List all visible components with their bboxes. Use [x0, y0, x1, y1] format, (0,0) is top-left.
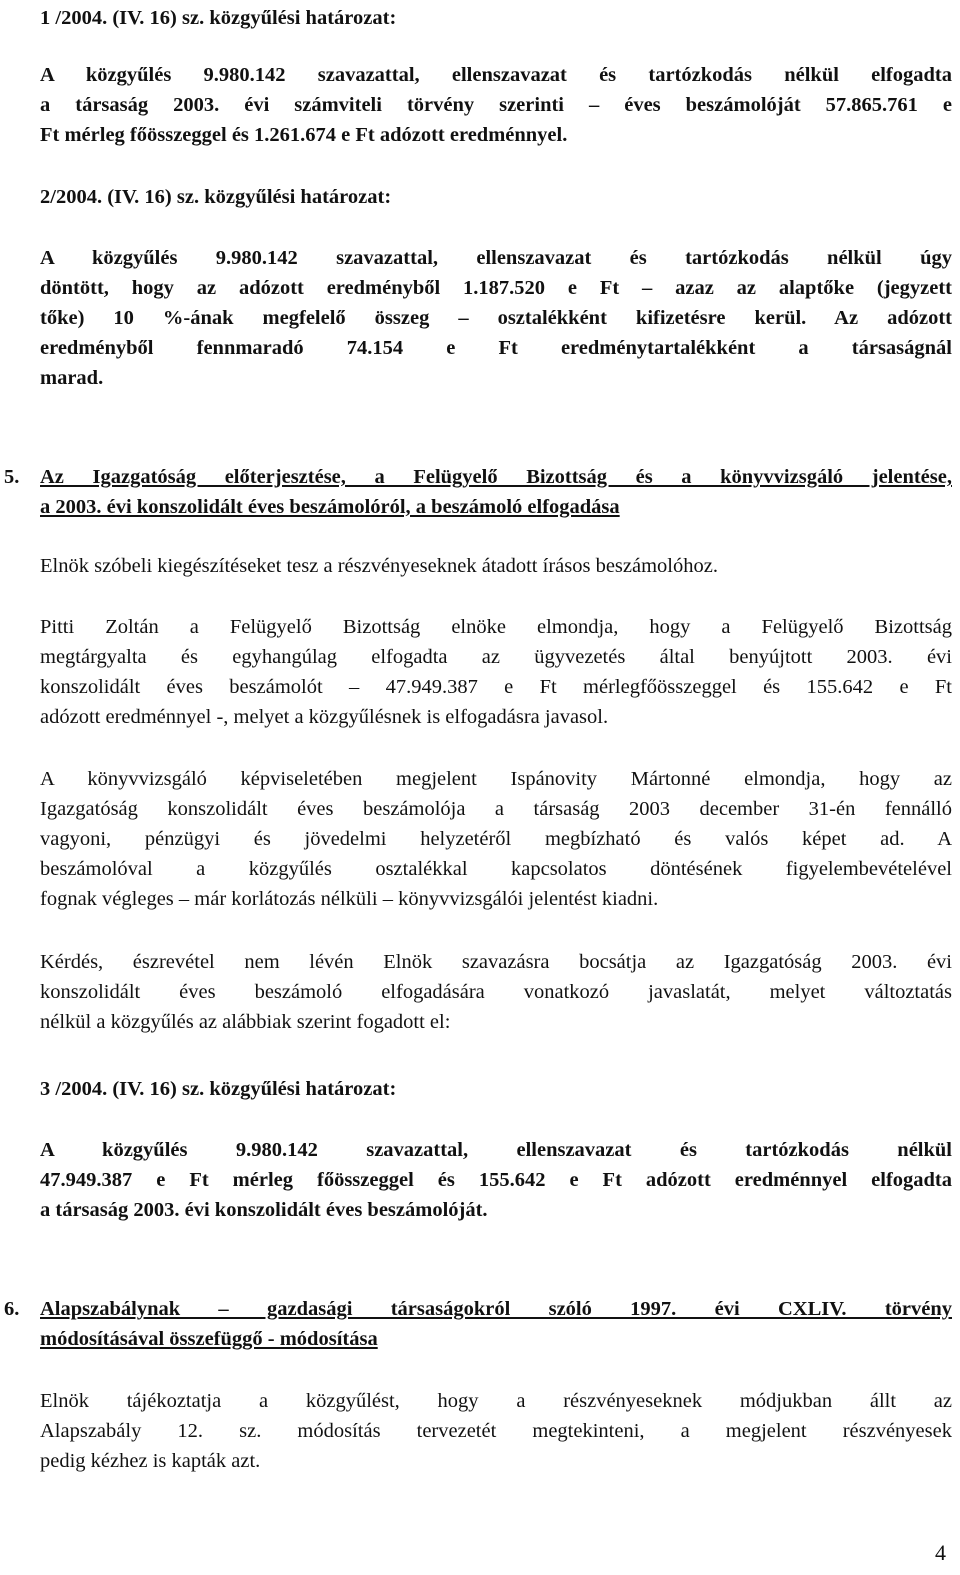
resolution-2-body: A közgyűlés 9.980.142 szavazattal, ellenszavazat és tartózkodás nélkül úgy döntött, hogy az adózott eredményből 1.187.520 e Ft – azaz az alaptőke (jegyzett tőke) 10 %-ának megfelelő összeg – osztalékként kifizetésre kerül. Az adózott eredményből fennmaradó 74.154 e Ft eredménytartalékként a társaságnál marad. [40, 247, 952, 389]
resolution-1-body: A közgyűlés 9.980.142 szavazattal, ellenszavazat és tartózkodás nélkül elfogadta a társaság 2003. évi számviteli törvény szerinti – éves beszámolóját 57.865.761 e Ft mérleg főösszeggel és 1.261.674 e Ft adózott eredménnyel. [40, 64, 952, 146]
page-number: 4 [935, 1540, 946, 1565]
section-5-heading [0, 462, 952, 522]
section-5-paragraph-1: Elnök szóbeli kiegészítéseket tesz a részvényeseknek átadott írásos beszámolóhoz. [40, 555, 718, 577]
resolution-2-heading: 2/2004. (IV. 16) sz. közgyűlési határozat: [40, 186, 392, 208]
resolution-3-body: A közgyűlés 9.980.142 szavazattal, ellenszavazat és tartózkodás nélkül 47.949.387 e Ft mérleg főösszeggel és 155.642 e Ft adózott eredménnyel elfogadta a társaság 2003. évi konszolidált éves beszámolóját. [40, 1139, 952, 1221]
section-6-number: 6. [4, 1298, 20, 1320]
section-6-heading [0, 1294, 952, 1354]
section-5-paragraph-3: A könyvvizsgáló képviseletében megjelent Ispánovity Mártonné elmondja, hogy az Igazgatóság konszolidált éves beszámolója a társaság 2003 december 31-én fennálló vagyoni, pénzügyi és jövedelmi helyzetéről megbízható és valós képet ad. A beszámolóval a közgyűlés osztalékkal kapcsolatos döntésének figyelembevételével fognak végleges – már korlátozás nélküli – könyvvizsgálói jelentést kiadni. [40, 768, 952, 910]
section-5-number: 5. [4, 466, 20, 488]
section-6-title: Alapszabálynak – gazdasági társaságokról szóló 1997. évi CXLIV. törvény módosításával összefüggő - módosítása [40, 1298, 952, 1350]
section-5-paragraph-4: Kérdés, észrevétel nem lévén Elnök szavazásra bocsátja az Igazgatóság 2003. évi konszolidált éves beszámoló elfogadására vonatkozó javaslatát, melyet változtatás nélkül a közgyűlés az alábbiak szerint fogadott el: [40, 951, 952, 1033]
section-5-title: Az Igazgatóság előterjesztése, a Felügyelő Bizottság és a könyvvizsgáló jelentése, a 2003. évi konszolidált éves beszámolóról, a beszámoló elfogadása [40, 466, 952, 518]
section-5-paragraph-2: Pitti Zoltán a Felügyelő Bizottság elnöke elmondja, hogy a Felügyelő Bizottság megtárgyalta és egyhangúlag elfogadta az ügyvezetés által benyújtott 2003. évi konszolidált éves beszámolót – 47.949.387 e Ft mérlegfőösszeggel és 155.642 e Ft adózott eredménnyel -, melyet a közgyűlésnek is elfogadásra javasol. [40, 616, 952, 728]
resolution-3-heading: 3 /2004. (IV. 16) sz. közgyűlési határozat: [40, 1078, 397, 1100]
resolution-1-heading: 1 /2004. (IV. 16) sz. közgyűlési határozat: [40, 7, 397, 29]
section-6-paragraph-1: Elnök tájékoztatja a közgyűlést, hogy a részvényeseknek módjukban állt az Alapszabály 12. sz. módosítás tervezetét megtekinteni, a megjelent részvényesek pedig kézhez is kapták azt. [40, 1390, 952, 1472]
